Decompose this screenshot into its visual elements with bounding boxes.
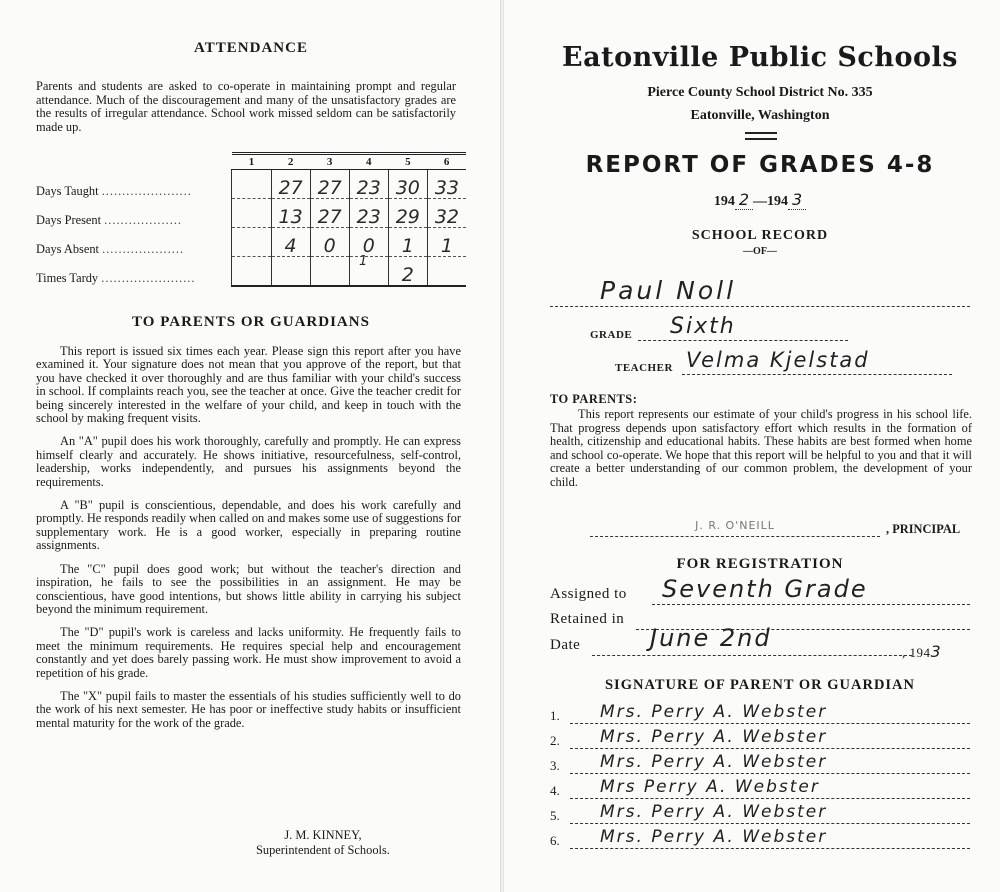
principal-label: , PRINCIPAL: [886, 522, 961, 536]
parents-paragraph: This report is issued six times each year. Please sign this report after you have examined it. Your signature does not mean that you approve of the report, but that you have checked it over thoroughly and are thus familiar with your child's success in school. If complaints reach you, see the teacher at once. Give the teacher credit for being sincerely interested in the welfare of your child, and keep in touch with the school by making frequent visits.: [36, 344, 461, 426]
attendance-cell: [232, 228, 271, 257]
report-title: REPORT OF GRADES 4-8: [585, 152, 935, 178]
page-fold: [500, 0, 504, 892]
year-separator: —194: [753, 194, 788, 209]
attendance-cell: 13: [271, 199, 310, 228]
attendance-row: Days Present ................... 13 27 23 29 32: [36, 199, 466, 228]
to-parents-heading: TO PARENTS:: [550, 392, 638, 406]
attendance-cell: 29: [388, 199, 427, 228]
retained-label: Retained in: [550, 611, 625, 627]
grade-d-paragraph: The "D" pupil's work is careless and lacks uniformity. He frequently fails to meet the minimum requirements. He requires special help and encouragement constantly and yet does barely passing work. He must show improvement to avoid a repetition of his grade.: [36, 625, 461, 680]
teacher-label: TEACHER: [615, 362, 673, 374]
period-header: 3: [310, 154, 349, 170]
signature-row: [550, 700, 970, 724]
signature-row: [550, 825, 970, 849]
of-label: —OF—: [743, 246, 777, 257]
guardian-signature: Mrs. Perry A. Webster: [600, 752, 828, 772]
period-header: 2: [271, 154, 310, 170]
guardian-signature: Mrs. Perry A. Webster: [600, 727, 828, 747]
attendance-cell: 32: [427, 199, 466, 228]
assigned-label: Assigned to: [550, 586, 627, 602]
attendance-cell: 1: [388, 228, 427, 257]
attendance-cell: [349, 257, 388, 287]
date-label: Date: [550, 637, 581, 653]
attendance-title: ATTENDANCE: [194, 40, 308, 56]
absent-extra-mark: 1: [359, 254, 368, 269]
double-rule: [745, 132, 777, 140]
attendance-cell: [232, 257, 271, 287]
superintendent-title: Superintendent of Schools.: [256, 843, 390, 857]
grade-a-paragraph: An "A" pupil does his work thoroughly, carefully and promptly. He can express himself clearly and accurately. He shows initiative, resourcefulness, self-control, leadership, works independently, and pursues his assignments beyond the requirements.: [36, 434, 461, 489]
period-header: 1: [232, 154, 271, 170]
attendance-row: Days Taught ...................... 27 27 23 30 33: [36, 170, 466, 199]
student-name: Paul Noll: [600, 276, 737, 305]
assigned-value: Seventh Grade: [662, 575, 868, 603]
signature-number: 4.: [550, 783, 560, 798]
attendance-cell: 33: [427, 170, 466, 199]
attendance-cell: 27: [310, 199, 349, 228]
attendance-text: Parents and students are asked to co-operate in maintaining prompt and regular attendance. Much of the discouragement and many of the unsatisfactory grades are the results of irregular attendance. School work missed seldom can be satisfactorily made up.: [36, 79, 456, 134]
attendance-cell: 4: [271, 228, 310, 257]
attendance-cell: [310, 257, 349, 287]
signature-row: [550, 725, 970, 749]
attendance-cell: 23: [349, 170, 388, 199]
date-value: June 2nd: [650, 624, 772, 652]
signature-number: 3.: [550, 758, 560, 773]
grade-c-paragraph: The "C" pupil does good work; but without the teacher's direction and inspiration, he fails to see the possibilities in an assignment. He may be conscientious, have good intentions, but shows little ability in carrying his subject beyond the minimum requirement.: [36, 561, 461, 616]
row-label: Days Taught: [36, 183, 99, 198]
grade-value: Sixth: [670, 314, 736, 339]
attendance-cell: 30: [388, 170, 427, 199]
guardian-signature: Mrs. Perry A. Webster: [600, 827, 828, 847]
student-name-line: [550, 276, 970, 307]
row-label: Days Absent: [36, 241, 99, 256]
grade-label: GRADE: [590, 329, 633, 341]
attendance-row: Times Tardy ....................... 2: [36, 257, 466, 287]
superintendent-name: J. M. KINNEY,: [284, 828, 362, 842]
period-header: 5: [388, 154, 427, 170]
signature-heading: SIGNATURE OF PARENT OR GUARDIAN: [604, 677, 915, 693]
grade-x-paragraph: The "X" pupil fails to master the essentials of his studies sufficiently well to do the work of his next semester. He has poor or ineffective study habits or insufficient mental maturity for the work of the grade.: [36, 688, 461, 730]
attendance-table: [36, 152, 466, 287]
attendance-cell: 0: [349, 228, 388, 257]
table-corner: [36, 154, 232, 170]
school-name: Eatonville Public Schools: [562, 42, 958, 73]
registration-heading: FOR REGISTRATION: [676, 556, 844, 572]
attendance-cell: 23: [349, 199, 388, 228]
parents-title: TO PARENTS OR GUARDIANS: [132, 314, 370, 330]
attendance-cell: 27: [310, 170, 349, 199]
attendance-cell: [232, 170, 271, 199]
attendance-cell: [271, 257, 310, 287]
school-year: [540, 190, 980, 210]
right-page: [540, 0, 980, 892]
row-label: Days Present: [36, 212, 102, 227]
teacher-value: Velma Kjelstad: [686, 348, 870, 372]
attendance-row: Days Absent .................... 4 0 0 1 1: [36, 228, 466, 257]
attendance-cell: 0: [310, 228, 349, 257]
superintendent-signature: [256, 828, 390, 858]
attendance-cell: 2: [388, 257, 427, 287]
attendance-cell: [427, 257, 466, 287]
attendance-cell: 27: [271, 170, 310, 199]
signature-row: [550, 775, 970, 799]
signature-number: 2.: [550, 733, 560, 748]
grade-b-paragraph: A "B" pupil is conscientious, dependable, and does his work carefully and promptly. He responds readily when called on and makes some use of suggestions for supplementary work. He is a good worker, especially in preparing routine assignments.: [36, 498, 461, 553]
district-name: Pierce County School District No. 335: [647, 85, 873, 100]
left-page: [36, 0, 466, 892]
signature-row: [550, 800, 970, 824]
signature-number: 1.: [550, 708, 560, 723]
guardian-signature: Mrs. Perry A. Webster: [600, 702, 828, 722]
period-header: 6: [427, 154, 466, 170]
parents-body: [36, 345, 461, 740]
year-prefix: 194: [713, 194, 735, 209]
year-start: 2: [735, 190, 753, 210]
attendance-cell: 1: [427, 228, 466, 257]
guardian-signature: Mrs. Perry A. Webster: [600, 802, 828, 822]
year-end: 3: [788, 190, 806, 210]
signature-number: 5.: [550, 808, 560, 823]
date-year: 3: [930, 642, 943, 661]
city-name: Eatonville, Washington: [690, 108, 830, 123]
row-label: Times Tardy: [36, 271, 99, 285]
to-parents-text: This report represents our estimate of your child's progress in his school life. That progress depends upon satisfactory effort which results in the formation of health, citizenship and educational habits. These habits are best formed when home and school co-operate. We hope that this report will be helpful to you and that it will create a better understanding of our common problem, the development of your child.: [550, 407, 972, 489]
guardian-signature: Mrs Perry A. Webster: [600, 777, 820, 797]
date-year-prefix: , 194: [902, 645, 931, 660]
principal-stamp: J. R. O'NEILL: [695, 519, 775, 532]
school-record-title: SCHOOL RECORD: [691, 228, 829, 243]
signature-row: [550, 750, 970, 774]
attendance-cell: [232, 199, 271, 228]
period-header: 4: [349, 154, 388, 170]
signature-number: 6.: [550, 833, 560, 848]
principal-signature-line: [590, 516, 880, 537]
